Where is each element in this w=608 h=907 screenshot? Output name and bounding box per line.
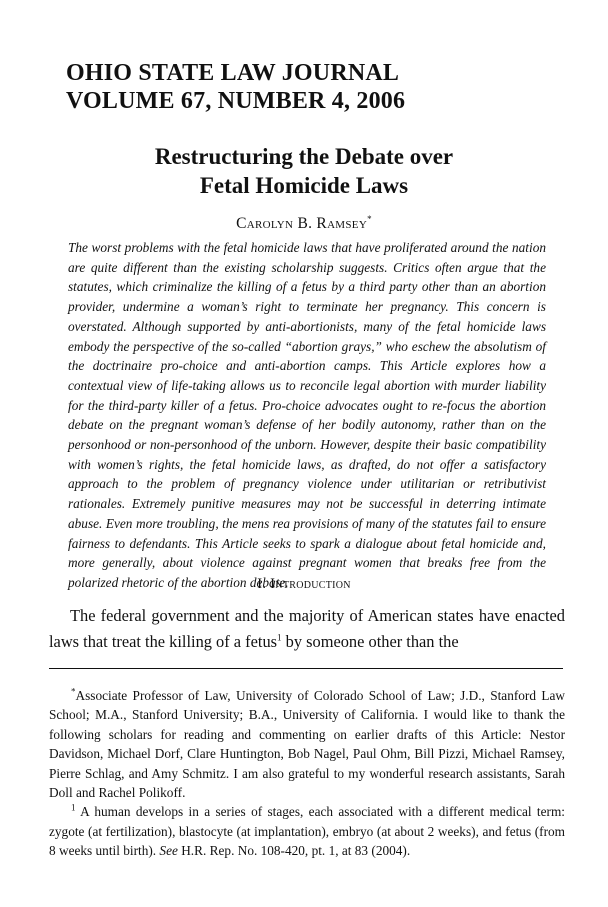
footnote-divider — [49, 668, 563, 669]
footnote-author-text: Associate Professor of Law, University of Colorado School of Law; J.D., Stanford Law School; M.A., Stanford University; B.A., University of California. I would like to thank the following scholars for reading and commenting on earlier drafts of this Article: Nestor Davidson, Michael Dorf, Clare Huntington, Bob Nagel, Paul Ohm, Bill Pizzi, Michael Ramsey, Pierre Schlag, and Amy Schmitz. I am also grateful to my wonderful research assistants, Sarah Doll and Rachel Polikoff. — [49, 688, 565, 801]
volume-line: VOLUME 67, NUMBER 4, 2006 — [66, 88, 406, 114]
footnote-author — [49, 686, 565, 802]
journal-header — [66, 59, 405, 115]
footnote-ref-1: 1 — [277, 632, 282, 643]
article-title — [0, 142, 608, 200]
footnote-1-citation: H.R. Rep. No. 108-420, pt. 1, at 83 (2004). — [177, 843, 411, 859]
footnote-1-signal: See — [159, 843, 178, 859]
author-name: Carolyn B. Ramsey — [236, 215, 368, 232]
body-text-part-1: The federal government and the majority of American states have enacted laws that treat the killing of a fetus — [49, 606, 565, 651]
body-text — [49, 603, 565, 655]
footnote-1-text: A human develops in a series of stages, each associated with a different medical term: zygote (at fertilization), blastocyte (at implantation), embryo (at about 2 weeks), and fetus (from 8 weeks until birth). — [49, 804, 565, 859]
article-title-line-1: Restructuring the Debate over — [154, 144, 454, 169]
footnote-1-number: 1 — [71, 803, 76, 814]
footnotes — [49, 686, 565, 861]
author-line — [0, 215, 608, 233]
footnote-author-mark: * — [71, 686, 76, 697]
abstract-text: The worst problems with the fetal homicide laws that have proliferated around the nation are quite different than the existing scholarship suggests. Critics often argue that the statutes, which criminalize the killing of a fetus by a third party other than an abortion provider, undermine a woman’s right to terminate her pregnancy. This concern is overstated. Although supported by anti-abortionists, many of the fetal homicide laws embody the perspective of the so-called “abortion grays,” who eschew the absolutism of the doctrinaire pro-choice and anti-abortion camps. This Article explores how a contextual view of life-taking allows us to reconcile legal abortion with murder liability for the third-party killer of a fetus. Pro-choice advocates ought to re-focus the abortion debate on the pregnant woman’s defense of her bodily autonomy, rather than on the personhood or non-personhood of the unborn. However, despite their basic compatibility with women’s rights, the fetal homicide laws, as drafted, do not offer a satisfactory approach to the problem of pregnancy violence under utilitarian or retributivist rationales. Extremely punitive measures may not be successful in deterring intimate abuse. Even more troubling, the mens rea provisions of many of the statutes fail to ensure fairness to defendants. This Article seeks to spark a dialogue about fetal homicide and, more generally, about violence against pregnant women that breaks free from the polarized rhetoric of the abortion debate. — [68, 240, 546, 590]
article-title-line-2: Fetal Homicide Laws — [199, 173, 409, 198]
footnote-1 — [49, 802, 565, 860]
author-footnote-mark: * — [367, 213, 372, 224]
body-paragraph — [49, 603, 565, 655]
body-text-part-2: by someone other than the — [281, 632, 459, 651]
journal-name: OHIO STATE LAW JOURNAL — [66, 60, 400, 86]
section-heading: I. Introduction — [257, 576, 351, 592]
abstract — [68, 238, 546, 593]
